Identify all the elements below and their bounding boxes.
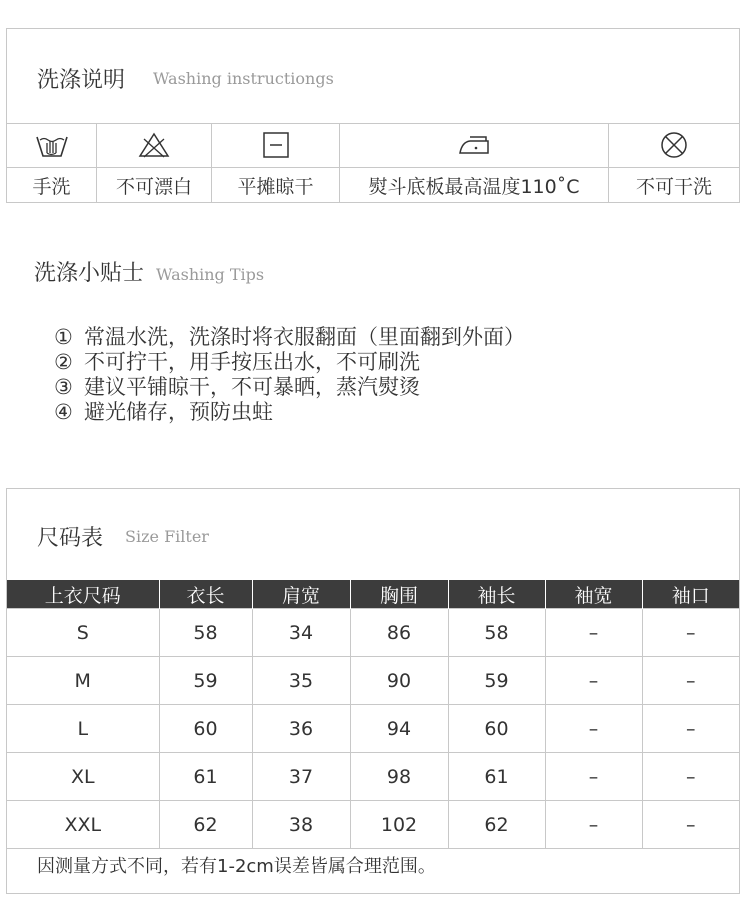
tip-item — [54, 375, 525, 400]
washing-instructions-panel — [6, 28, 740, 203]
column-header: 袖口 — [642, 580, 739, 609]
wash-cell-no-bleach — [97, 123, 212, 203]
table-cell: S — [7, 609, 159, 657]
iron-icon — [340, 123, 608, 168]
table-cell: 58 — [159, 609, 252, 657]
column-header: 上衣尺码 — [7, 580, 159, 609]
table-cell: 60 — [448, 705, 545, 753]
table-cell: 36 — [252, 705, 350, 753]
table-cell: 94 — [350, 705, 448, 753]
wash-cell-iron — [340, 123, 609, 203]
tip-item — [54, 325, 525, 350]
washing-symbols-grid — [7, 123, 739, 203]
wash-cell-dry-flat — [212, 123, 340, 203]
size-chart-panel — [6, 488, 740, 894]
table-cell: 98 — [350, 753, 448, 801]
table-row — [7, 801, 739, 849]
wash-label: 平摊晾干 — [237, 175, 314, 198]
table-row — [7, 753, 739, 801]
tip-text: 不可拧干，用手按压出水，不可刷洗 — [84, 350, 420, 374]
table-cell: 61 — [448, 753, 545, 801]
table-cell: – — [642, 753, 739, 801]
size-table — [7, 580, 739, 849]
column-header: 袖长 — [448, 580, 545, 609]
tips-header — [34, 256, 264, 287]
dry-flat-icon — [212, 123, 339, 168]
size-header — [7, 489, 739, 580]
hand-wash-icon — [7, 123, 96, 168]
table-cell: – — [642, 657, 739, 705]
wash-label: 熨斗底板最高温度110˚C — [368, 175, 580, 198]
tip-number: ② — [54, 350, 73, 374]
table-cell: – — [545, 801, 642, 849]
table-cell: XXL — [7, 801, 159, 849]
wash-label: 不可漂白 — [115, 175, 192, 198]
tip-item — [54, 400, 525, 425]
tip-text: 避光储存，预防虫蛀 — [84, 400, 273, 424]
tip-item — [54, 350, 525, 375]
tips-list — [54, 325, 525, 425]
column-header: 胸围 — [350, 580, 448, 609]
table-cell: – — [545, 705, 642, 753]
table-cell: – — [545, 609, 642, 657]
table-cell: – — [642, 609, 739, 657]
table-cell: 58 — [448, 609, 545, 657]
wash-label: 手洗 — [32, 175, 71, 198]
tip-number: ④ — [54, 400, 73, 424]
tip-number: ③ — [54, 375, 73, 399]
size-title: 尺码表 — [37, 526, 104, 551]
column-header: 袖宽 — [545, 580, 642, 609]
table-cell: 59 — [448, 657, 545, 705]
wash-cell-hand-wash — [7, 123, 97, 203]
table-cell: 38 — [252, 801, 350, 849]
tips-title: 洗涤小贴士 — [34, 261, 145, 286]
column-header: 肩宽 — [252, 580, 350, 609]
table-row — [7, 609, 739, 657]
washing-subtitle: Washing instructiongs — [153, 69, 334, 88]
size-subtitle: Size Filter — [125, 527, 209, 546]
column-header: 衣长 — [159, 580, 252, 609]
table-cell: 61 — [159, 753, 252, 801]
table-cell: L — [7, 705, 159, 753]
table-row — [7, 657, 739, 705]
table-cell: – — [545, 753, 642, 801]
table-cell: 62 — [448, 801, 545, 849]
tips-subtitle: Washing Tips — [156, 265, 265, 284]
table-cell: 90 — [350, 657, 448, 705]
table-cell: 102 — [350, 801, 448, 849]
tip-text: 常温水洗，洗涤时将衣服翻面（里面翻到外面） — [84, 325, 525, 349]
table-cell: – — [545, 657, 642, 705]
table-cell: 62 — [159, 801, 252, 849]
tip-text: 建议平铺晾干，不可暴晒，蒸汽熨烫 — [84, 375, 420, 399]
wash-cell-no-dry-clean — [609, 123, 739, 203]
table-cell: 60 — [159, 705, 252, 753]
table-cell: 34 — [252, 609, 350, 657]
table-cell: – — [642, 705, 739, 753]
table-cell: 86 — [350, 609, 448, 657]
wash-label: 不可干洗 — [635, 175, 712, 198]
table-cell: 37 — [252, 753, 350, 801]
no-dry-clean-icon — [609, 123, 739, 168]
no-bleach-icon — [97, 123, 211, 168]
table-cell: 59 — [159, 657, 252, 705]
size-table-header-row — [7, 580, 739, 609]
washing-header — [7, 29, 739, 124]
table-cell: XL — [7, 753, 159, 801]
table-cell: 35 — [252, 657, 350, 705]
tip-number: ① — [54, 325, 73, 349]
table-cell: – — [642, 801, 739, 849]
table-row — [7, 705, 739, 753]
washing-title: 洗涤说明 — [37, 68, 126, 93]
measurement-note: 因测量方式不同，若有1-2cm误差皆属合理范围。 — [37, 856, 436, 877]
table-cell: M — [7, 657, 159, 705]
